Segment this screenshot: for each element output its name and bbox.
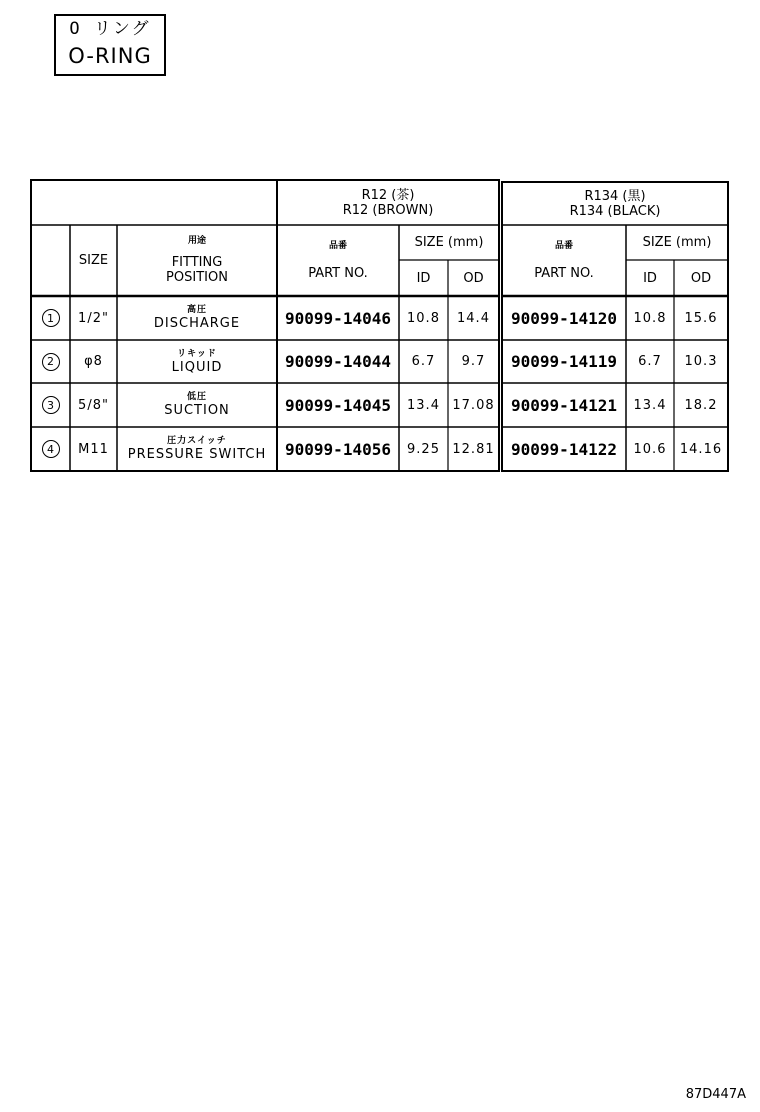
size-header-label: SIZE (78, 253, 109, 268)
title-jp: O リング (69, 19, 151, 39)
cell-r134-od: 10.3 (684, 354, 718, 369)
cell-r12-id: 6.7 (411, 354, 436, 369)
r12-header (277, 181, 499, 225)
r12-header-jp: R12 (茶) (361, 188, 415, 203)
r134-header (502, 183, 728, 225)
r134-od-header (674, 260, 728, 296)
r134-part-header-jp: 品番 (554, 240, 573, 251)
cell-r134-id: 6.7 (638, 354, 662, 369)
row-number-circle: 2 (42, 353, 60, 371)
fitting-position-en: SUCTION (164, 403, 230, 418)
r12-part-header-en: PART NO. (308, 265, 368, 281)
cell-r12-od: 14.4 (457, 310, 490, 326)
cell-r134-od: 18.2 (684, 397, 718, 413)
r134-od-header-label: OD (690, 270, 712, 286)
r12-header-en: R12 (BROWN) (342, 203, 434, 218)
fitting-position (117, 427, 277, 471)
cell-r12-part: 90099-14045 (285, 395, 391, 415)
row-number (31, 383, 70, 427)
row-number (31, 340, 70, 383)
fitting-position-jp: 圧力スイッチ (167, 436, 227, 446)
cell-r12-id: 10.8 (407, 310, 440, 326)
fitting-position-jp: 低圧 (186, 392, 207, 402)
r134-id-header (626, 260, 674, 296)
fitting-position-en: PRESSURE SWITCH (127, 447, 267, 462)
r12-od-header-label: OD (463, 270, 484, 286)
cell-r12-id: 9.25 (407, 441, 440, 457)
r12-size-header (399, 225, 499, 260)
r134-size-header (626, 225, 728, 260)
cell-r12-id: 13.4 (407, 397, 440, 413)
fitting-position (117, 296, 277, 340)
fitting-position-en: DISCHARGE (153, 316, 241, 331)
cell-r134-od: 14.16 (679, 441, 723, 457)
fitting-position-en: LIQUID (171, 359, 223, 375)
title-en: O-RING (68, 44, 152, 68)
fitting-header-en2: POSITION (166, 270, 228, 285)
r134-part-header (502, 225, 626, 296)
cell-r134-part: 90099-14121 (511, 395, 617, 415)
cell-r12-part: 90099-14056 (285, 439, 391, 459)
fitting-position (117, 383, 277, 427)
r12-size-header-label: SIZE (mm) (414, 235, 484, 250)
r12-part-header (277, 225, 399, 296)
row-number-circle: 4 (42, 440, 60, 458)
fitting-header-jp: 用途 (187, 236, 206, 246)
r12-od-header (448, 260, 499, 296)
fitting-header (117, 225, 277, 296)
r134-header-en: R134 (BLACK) (569, 204, 661, 219)
r134-size-header-label: SIZE (mm) (642, 235, 712, 250)
cell-r12-od: 12.81 (452, 441, 495, 457)
size-header (70, 225, 117, 296)
r12-id-header-label: ID (416, 270, 431, 286)
row-number (31, 427, 70, 471)
cell-size: 1/2" (78, 310, 109, 326)
fitting-position-jp: 高圧 (186, 305, 207, 315)
cell-size: 5/8" (78, 397, 109, 413)
row-number-circle: 1 (42, 309, 60, 327)
cell-r134-id: 10.8 (633, 310, 667, 326)
cell-size: M11 (78, 441, 109, 457)
cell-r134-od: 15.6 (684, 310, 718, 326)
cell-r12-od: 9.7 (461, 354, 486, 369)
cell-size: φ8 (84, 354, 103, 369)
cell-r12-part: 90099-14046 (285, 308, 391, 328)
fitting-position-jp: リキッド (177, 348, 217, 359)
row-number (31, 296, 70, 340)
cell-r12-part: 90099-14044 (285, 352, 391, 371)
cell-r134-part: 90099-14122 (511, 439, 617, 459)
cell-r12-od: 17.08 (452, 397, 495, 413)
fitting-position (117, 340, 277, 383)
r134-part-header-en: PART NO. (534, 265, 594, 281)
cell-r134-part: 90099-14120 (511, 308, 617, 328)
r134-header-jp: R134 (黒) (584, 189, 646, 204)
r134-id-header-label: ID (643, 270, 657, 286)
cell-r134-id: 13.4 (633, 397, 667, 413)
cell-r134-part: 90099-14119 (511, 352, 617, 371)
row-number-circle: 3 (42, 396, 60, 414)
r12-part-header-jp: 品番 (328, 240, 347, 251)
figure-code: 87D447A (685, 1087, 746, 1102)
r12-id-header (399, 260, 448, 296)
cell-r134-id: 10.6 (633, 441, 667, 457)
fitting-header-en1: FITTING (171, 255, 223, 270)
